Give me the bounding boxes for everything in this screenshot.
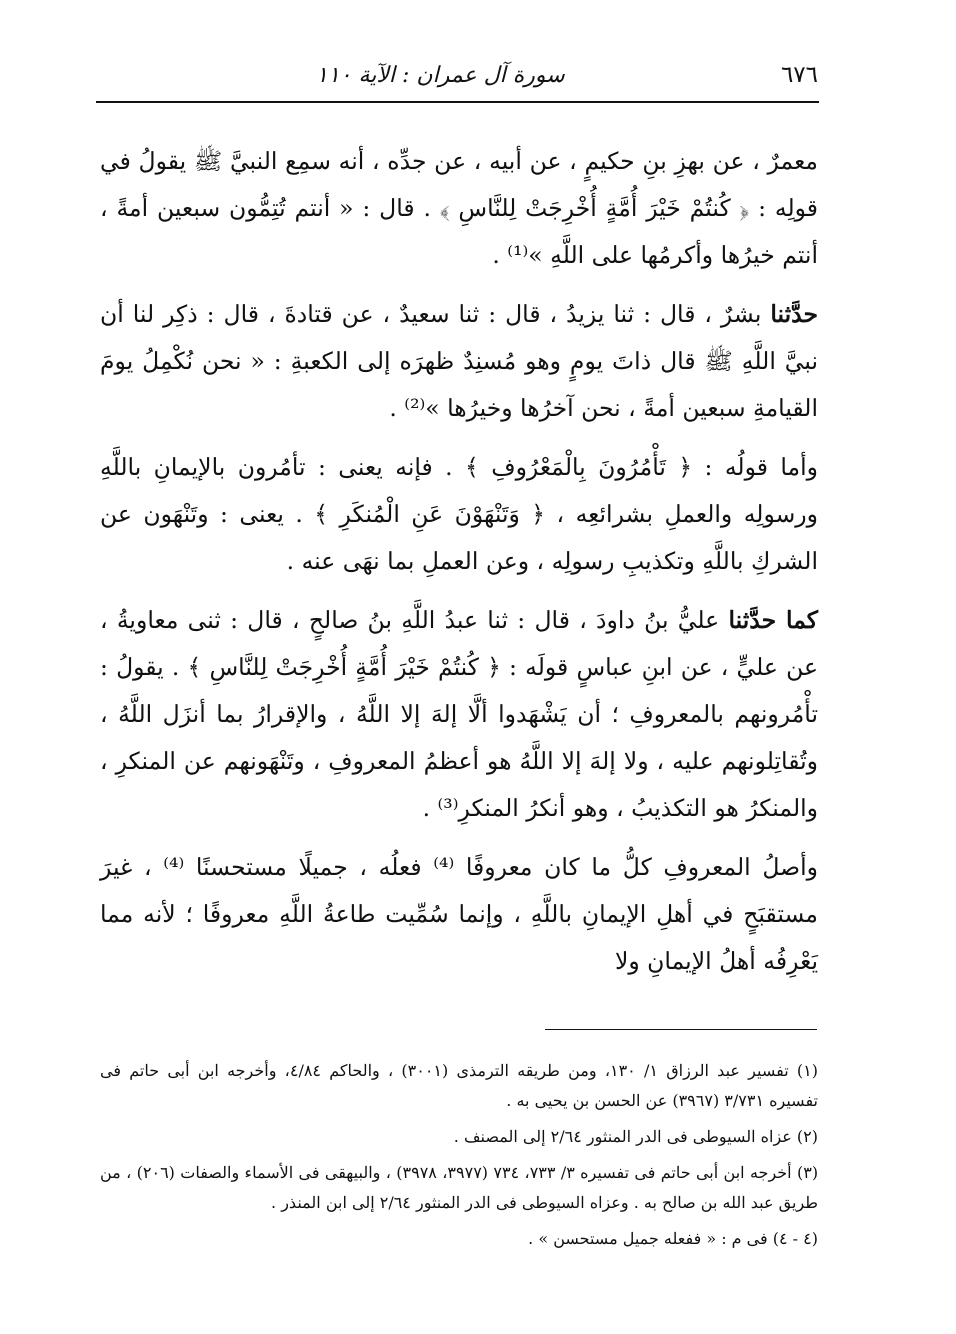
paragraph: وأما قولُه : ﴿ تَأْمُرُونَ بِالْمَعْرُوفِ ﴾ . فإنه يعنى : تأمُرون بالإيمانِ باللَّهِ ورسولِه والعملِ بشرائعِه ، ﴿ وَتَنْهَوْنَ عَنِ الْمُنكَرِ ﴾ . يعنى : وتَنْهَون عن الشركِ باللَّهِ وتكذيبِ رسولِه ، وعن العملِ بما نهَى عنه . — [100, 453, 818, 575]
footnote: (١) تفسير عبد الرزاق ١/ ١٣٠، ومن طريقه الترمذى (٣٠٠١) ، والحاكم ٤/٨٤، وأخرجه ابن أبى حاتم فى تفسيره ٣/٧٣١ (٣٩٦٧) عن الحسن بن يحيى به . — [100, 1061, 818, 1110]
footnotes — [100, 1056, 818, 1260]
paragraph: وأصلُ المعروفِ كلُّ ما كان معروفًا ⁽⁴⁾ فعلُه ، جميلًا مستحسنًا ⁽⁴⁾ ، غيرَ مستقبَحٍ في أهلِ الإيمانِ باللَّهِ ، وإنما سُمِّيت طاعةُ اللَّهِ معروفًا ؛ لأنه مما يَعْرِفُه أهلُ الإيمانِ ولا — [100, 853, 818, 975]
page-number: ٦٧٦ — [780, 62, 818, 88]
main-text — [100, 138, 818, 997]
footnote: (٣) أخرجه ابن أبى حاتم فى تفسيره ٣/ ٧٣٣، ٧٣٤ (٣٩٧٧، ٣٩٧٨) ، والبيهقى فى الأسماء والصفات (٢٠٦) ، من طريق عبد الله بن صالح به . وعزاه السيوطى فى الدر المنثور ٢/٦٤ إلى ابن المنذر . — [100, 1163, 819, 1212]
paragraph: حدَّثنا بشرٌ ، قال : ثنا يزيدُ ، قال : ثنا سعيدٌ ، عن قتادةَ ، قال : ذكِر لنا أن نبيَّ اللَّهِ ﷺ قال ذاتَ يومٍ وهو مُسنِدٌ ظهرَه إلى الكعبةِ : « نحن نُكْمِلُ يومَ القيامةِ سبعين أمةً ، نحن آخرُها وخيرُها »⁽²⁾ . — [100, 300, 818, 422]
hadith-lead: كما حدَّثنا — [728, 606, 818, 634]
footnote: (٤ - ٤) فى م : « ففعله جميل مستحسن » . — [528, 1229, 818, 1248]
footnote: (٢) عزاه السيوطى فى الدر المنثور ٢/٦٤ إلى المصنف . — [453, 1127, 818, 1146]
footnote-rule — [545, 1029, 817, 1030]
header-rule — [96, 101, 819, 103]
page-header — [96, 56, 818, 94]
running-title: سورة آل عمران : الآية ١١٠ — [316, 62, 565, 88]
hadith-lead: حدَّثنا — [770, 300, 818, 328]
paragraph: معمرٌ ، عن بهزِ بنِ حكيمٍ ، عن أبيه ، عن جدِّه ، أنه سمِع النبيَّ ﷺ يقولُ في قولِه : ﴿ كُنتُمْ خَيْرَ أُمَّةٍ أُخْرِجَتْ لِلنَّاسِ ﴾ . قال : « أنتم تُتِمُّون سبعين أمةً ، أنتم خيرُها وأكرمُها على اللَّهِ »⁽¹⁾ . — [100, 147, 818, 269]
paragraph: كما حدَّثنا عليُّ بنُ داودَ ، قال : ثنا عبدُ اللَّهِ بنُ صالحٍ ، قال : ثنى معاويةُ ، عن عليٍّ ، عن ابنِ عباسٍ قولَه : ﴿ كُنتُمْ خَيْرَ أُمَّةٍ أُخْرِجَتْ لِلنَّاسِ ﴾ . يقولُ : تأْمُرونهم بالمعروفِ ؛ أن يَشْهَدوا ألَّا إلهَ إلا اللَّهُ ، والإقرارُ بما أنزَل اللَّهُ ، وتُقاتِلونهم عليه ، ولا إلهَ إلا اللَّهُ هو أعظمُ المعروفِ ، وتَنْهَونهم عن المنكرِ ، والمنكرُ هو التكذيبُ ، وهو أنكرُ المنكرِ⁽³⁾ . — [100, 606, 818, 822]
